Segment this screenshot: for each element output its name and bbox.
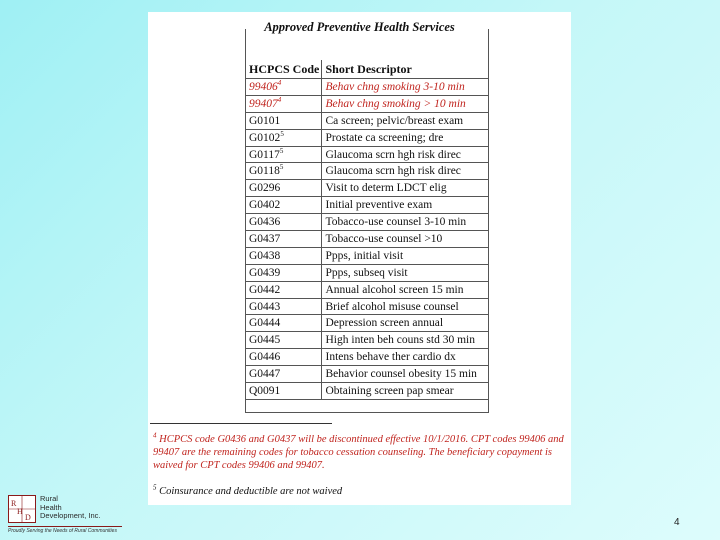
short-descriptor-cell: Tobacco-use counsel >10 [321, 231, 489, 248]
hcpcs-code-cell [245, 146, 321, 163]
footnote-ref: 4 [277, 79, 282, 88]
short-descriptor-cell: Obtaining screen pap smear [321, 383, 489, 400]
hcpcs-code: 99406 [249, 80, 278, 93]
footnote-ref: 4 [277, 96, 282, 104]
table-row [245, 264, 489, 281]
short-descriptor-cell: Prostate ca screening; dre [321, 129, 489, 146]
footnote-5 [153, 485, 565, 498]
hcpcs-code: G0445 [249, 334, 281, 347]
hcpcs-code: G0447 [249, 368, 281, 381]
hcpcs-code: G0446 [249, 351, 281, 364]
rhd-logo [4, 493, 124, 537]
hcpcs-code: 99407 [249, 97, 278, 110]
table-row [245, 197, 489, 214]
hcpcs-code-cell [245, 349, 321, 366]
table-header-row [245, 60, 489, 79]
logo-tagline: Proudly Serving the Needs of Rural Communities [8, 528, 117, 534]
table-row [245, 349, 489, 366]
short-descriptor-cell: Brief alcohol misuse counsel [321, 298, 489, 315]
short-descriptor-cell: High inten beh couns std 30 min [321, 332, 489, 349]
hcpcs-code-cell [245, 129, 321, 146]
hcpcs-code: G0439 [249, 266, 281, 279]
short-descriptor-cell: Ppps, initial visit [321, 247, 489, 264]
short-descriptor-cell: Behav chng smoking > 10 min [321, 95, 489, 112]
table-row [245, 298, 489, 315]
table-row [245, 315, 489, 332]
footnote-5-mark: 5 [153, 483, 157, 492]
hcpcs-code: G0436 [249, 216, 281, 229]
table-row [245, 214, 489, 231]
table-row [245, 180, 489, 197]
hcpcs-code-cell [245, 247, 321, 264]
table-row [245, 366, 489, 383]
table-row [245, 163, 489, 180]
hcpcs-code-cell [245, 112, 321, 129]
footnote-5-text: Coinsurance and deductible are not waived [159, 486, 343, 497]
footnote-4 [153, 433, 565, 472]
short-descriptor-cell: Behav chng smoking 3-10 min [321, 79, 489, 96]
hcpcs-code: G0101 [249, 114, 281, 127]
table-row [245, 129, 489, 146]
short-descriptor-cell: Glaucoma scrn hgh risk direc [321, 146, 489, 163]
hcpcs-code-cell [245, 366, 321, 383]
footnote-4-text: HCPCS code G0436 and G0437 will be discontinued effective 10/1/2016. CPT codes 99406 and 99407 are the remaining codes for tobacco cessation counseling. The beneficiary copayment is waived for CPT codes 99406 and 99407. [153, 434, 564, 471]
hcpcs-code-cell [245, 163, 321, 180]
logo-name-line: Rural [40, 494, 58, 503]
short-descriptor-cell: Annual alcohol screen 15 min [321, 281, 489, 298]
footnote-ref: 5 [280, 129, 284, 138]
footnote-ref: 5 [279, 146, 284, 155]
short-descriptor-cell: Intens behave ther cardio dx [321, 349, 489, 366]
logo-letter-r: R [11, 499, 17, 508]
table-row [245, 247, 489, 264]
footnote-divider [150, 423, 332, 424]
table-row [245, 332, 489, 349]
header-hcpcs-code: HCPCS Code [245, 60, 321, 79]
hcpcs-code-cell [245, 197, 321, 214]
table-row [245, 79, 489, 96]
table-row [245, 146, 489, 163]
hcpcs-code-cell [245, 298, 321, 315]
footnote-4-mark: 4 [153, 431, 157, 440]
table-row [245, 383, 489, 400]
table-row [245, 95, 489, 112]
hcpcs-code-cell [245, 214, 321, 231]
header-short-descriptor: Short Descriptor [321, 60, 489, 79]
rhd-logo-mark [8, 495, 36, 523]
footnote-ref: 5 [279, 163, 284, 172]
document-title: Approved Preventive Health Services [264, 20, 455, 34]
hcpcs-code-cell [245, 281, 321, 298]
short-descriptor-cell: Tobacco-use counsel 3-10 min [321, 214, 489, 231]
logo-letter-h: H [17, 507, 23, 516]
short-descriptor-cell: Behavior counsel obesity 15 min [321, 366, 489, 383]
short-descriptor-cell: Glaucoma scrn hgh risk direc [321, 163, 489, 180]
hcpcs-table [245, 60, 489, 400]
table-row [245, 231, 489, 248]
hcpcs-code-cell [245, 264, 321, 281]
hcpcs-code-cell [245, 315, 321, 332]
hcpcs-code: G0442 [249, 283, 281, 296]
hcpcs-code-cell [245, 383, 321, 400]
hcpcs-code: G0102 [249, 131, 281, 144]
document-page [148, 12, 571, 505]
logo-underline [8, 526, 122, 527]
page-number: 4 [674, 517, 680, 528]
hcpcs-code-cell [245, 332, 321, 349]
hcpcs-code: G0437 [249, 232, 281, 245]
table-row [245, 112, 489, 129]
short-descriptor-cell: Initial preventive exam [321, 197, 489, 214]
hcpcs-code-cell [245, 231, 321, 248]
hcpcs-code-cell [245, 95, 321, 112]
hcpcs-code-cell [245, 79, 321, 96]
hcpcs-code: Q0091 [249, 384, 281, 397]
table-row [245, 281, 489, 298]
logo-name-line: Health [40, 502, 62, 512]
hcpcs-code: G0296 [249, 182, 281, 195]
hcpcs-code: G0402 [249, 199, 281, 212]
hcpcs-code: G0118 [249, 165, 280, 178]
hcpcs-code-cell [245, 180, 321, 197]
logo-name-line: Development, Inc. [40, 511, 101, 520]
hcpcs-code: G0443 [249, 300, 281, 313]
hcpcs-code: G0444 [249, 317, 281, 330]
hcpcs-code: G0117 [249, 148, 280, 161]
short-descriptor-cell: Ca screen; pelvic/breast exam [321, 112, 489, 129]
short-descriptor-cell: Ppps, subseq visit [321, 264, 489, 281]
hcpcs-code: G0438 [249, 249, 281, 262]
short-descriptor-cell: Visit to determ LDCT elig [321, 180, 489, 197]
logo-name [40, 495, 100, 521]
logo-letter-d: D [25, 513, 31, 522]
short-descriptor-cell: Depression screen annual [321, 315, 489, 332]
